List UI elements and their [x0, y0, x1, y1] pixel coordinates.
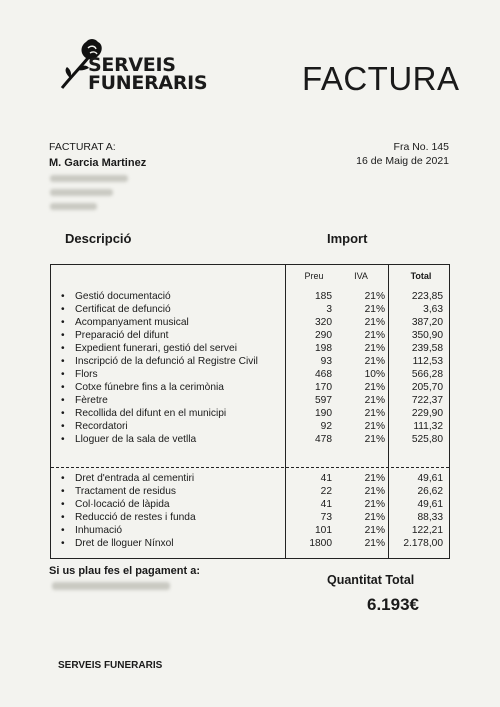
invoice-number: Fra No. 145: [393, 141, 449, 153]
item-vat: 21%: [364, 330, 385, 341]
item-total: 26,62: [417, 486, 443, 497]
item-price: 73: [320, 512, 332, 523]
item-total: 239,58: [411, 343, 443, 354]
column-header-total: Total: [410, 271, 432, 281]
item-description: Dret de lloguer Nínxol: [75, 538, 174, 549]
item-description: Fèretre: [75, 395, 108, 406]
item-description: Flors: [75, 369, 98, 380]
description-heading: Descripció: [65, 231, 132, 246]
item-vat: 21%: [364, 343, 385, 354]
table-row: [51, 394, 449, 407]
payment-label: Si us plau fes el pagament a:: [49, 565, 200, 577]
bullet-icon: •: [61, 538, 65, 549]
item-vat: 21%: [364, 408, 385, 419]
item-total: 49,61: [417, 473, 443, 484]
brand-name: [88, 56, 207, 92]
table-row: [51, 485, 449, 498]
table-row: [51, 329, 449, 342]
bullet-icon: •: [61, 486, 65, 497]
client-name: M. Garcia Martinez: [49, 157, 147, 169]
table-row: [51, 420, 449, 433]
item-vat: 21%: [364, 356, 385, 367]
item-description: Tractament de residus: [75, 486, 176, 497]
item-description: Certificat de defunció: [75, 304, 171, 315]
item-vat: 21%: [364, 304, 385, 315]
bullet-icon: •: [61, 343, 65, 354]
item-total: 350,90: [411, 330, 443, 341]
table-row: [51, 368, 449, 381]
item-description: Cotxe fúnebre fins a la cerimònia: [75, 382, 224, 393]
item-vat: 21%: [364, 486, 385, 497]
item-price: 3: [326, 304, 332, 315]
total-label: Quantitat Total: [327, 573, 415, 587]
table-row: [51, 511, 449, 524]
item-description: Expedient funerari, gestió del servei: [75, 343, 237, 354]
item-vat: 21%: [364, 473, 385, 484]
total-amount: 6.193€: [367, 595, 419, 614]
item-total: 122,21: [411, 525, 443, 536]
item-total: 387,20: [411, 317, 443, 328]
table-row: [51, 316, 449, 329]
item-description: Acompanyament musical: [75, 317, 189, 328]
item-description: Inhumació: [75, 525, 123, 536]
bullet-icon: •: [61, 291, 65, 302]
bullet-icon: •: [61, 473, 65, 484]
item-vat: 21%: [364, 395, 385, 406]
item-description: Lloguer de la sala de vetlla: [75, 434, 197, 445]
item-description: Gestió documentació: [75, 291, 171, 302]
redacted-address-line: [50, 203, 97, 210]
item-price: 93: [320, 356, 332, 367]
redacted-address-line: [50, 175, 128, 182]
item-price: 92: [320, 421, 332, 432]
item-price: 22: [320, 486, 332, 497]
item-price: 468: [315, 369, 332, 380]
item-price: 41: [320, 473, 332, 484]
item-price: 320: [315, 317, 332, 328]
item-total: 525,80: [411, 434, 443, 445]
item-price: 41: [320, 499, 332, 510]
table-row: [51, 342, 449, 355]
column-header-price: Preu: [304, 271, 324, 281]
bullet-icon: •: [61, 525, 65, 536]
bullet-icon: •: [61, 369, 65, 380]
item-price: 185: [315, 291, 332, 302]
item-price: 290: [315, 330, 332, 341]
billed-to-label: FACTURAT A:: [49, 141, 116, 153]
item-total: 3,63: [423, 304, 443, 315]
bullet-icon: •: [61, 499, 65, 510]
bullet-icon: •: [61, 304, 65, 315]
table-row: [51, 537, 449, 550]
bullet-icon: •: [61, 395, 65, 406]
item-vat: 21%: [364, 434, 385, 445]
item-total: 88,33: [417, 512, 443, 523]
item-vat: 21%: [364, 421, 385, 432]
invoice-table: [50, 264, 450, 559]
footer-brand: SERVEIS FUNERARIS: [58, 660, 163, 671]
item-price: 198: [315, 343, 332, 354]
item-total: 205,70: [411, 382, 443, 393]
item-price: 170: [315, 382, 332, 393]
item-description: Col·locació de làpida: [75, 499, 170, 510]
item-total: 49,61: [417, 499, 443, 510]
item-vat: 10%: [364, 369, 385, 380]
item-total: 229,90: [411, 408, 443, 419]
table-row: [51, 290, 449, 303]
item-total: 2.178,00: [403, 538, 443, 549]
item-vat: 21%: [364, 291, 385, 302]
redacted-payment-details: [52, 582, 170, 590]
item-vat: 21%: [364, 382, 385, 393]
item-total: 223,85: [411, 291, 443, 302]
table-row: [51, 472, 449, 485]
amount-heading: Import: [327, 231, 368, 246]
item-vat: 21%: [364, 525, 385, 536]
bullet-icon: •: [61, 317, 65, 328]
bullet-icon: •: [61, 330, 65, 341]
item-vat: 21%: [364, 538, 385, 549]
item-total: 111,32: [413, 421, 443, 432]
redacted-address-line: [50, 189, 113, 196]
item-price: 597: [315, 395, 332, 406]
item-description: Dret d'entrada al cementiri: [75, 473, 195, 484]
item-price: 478: [315, 434, 332, 445]
bullet-icon: •: [61, 356, 65, 367]
item-vat: 21%: [364, 317, 385, 328]
item-price: 101: [315, 525, 332, 536]
brand-line2: FUNERARIS: [88, 72, 208, 94]
bullet-icon: •: [61, 408, 65, 419]
item-vat: 21%: [364, 499, 385, 510]
invoice-date: 16 de Maig de 2021: [356, 155, 449, 167]
item-description: Recollida del difunt en el municipi: [75, 408, 227, 419]
table-row: [51, 524, 449, 537]
table-row: [51, 381, 449, 394]
column-header-vat: IVA: [354, 271, 368, 281]
table-row: [51, 355, 449, 368]
item-description: Reducció de restes i funda: [75, 512, 196, 523]
item-total: 722,37: [411, 395, 443, 406]
item-total: 112,53: [412, 356, 443, 367]
table-row: [51, 498, 449, 511]
section-divider: [51, 467, 449, 468]
item-price: 1800: [309, 538, 332, 549]
item-description: Recordatori: [75, 421, 128, 432]
item-description: Inscripció de la defunció al Registre Civil: [75, 356, 258, 367]
table-row: [51, 303, 449, 316]
item-price: 190: [315, 408, 332, 419]
document-title: FACTURA: [302, 60, 460, 97]
company-logo: [58, 34, 218, 100]
table-row: [51, 433, 449, 446]
table-row: [51, 407, 449, 420]
item-total: 566,28: [411, 369, 443, 380]
bullet-icon: •: [61, 512, 65, 523]
bullet-icon: •: [61, 421, 65, 432]
brand-line1: SERVEIS: [88, 54, 176, 76]
item-description: Preparació del difunt: [75, 330, 169, 341]
bullet-icon: •: [61, 434, 65, 445]
bullet-icon: •: [61, 382, 65, 393]
item-vat: 21%: [364, 512, 385, 523]
